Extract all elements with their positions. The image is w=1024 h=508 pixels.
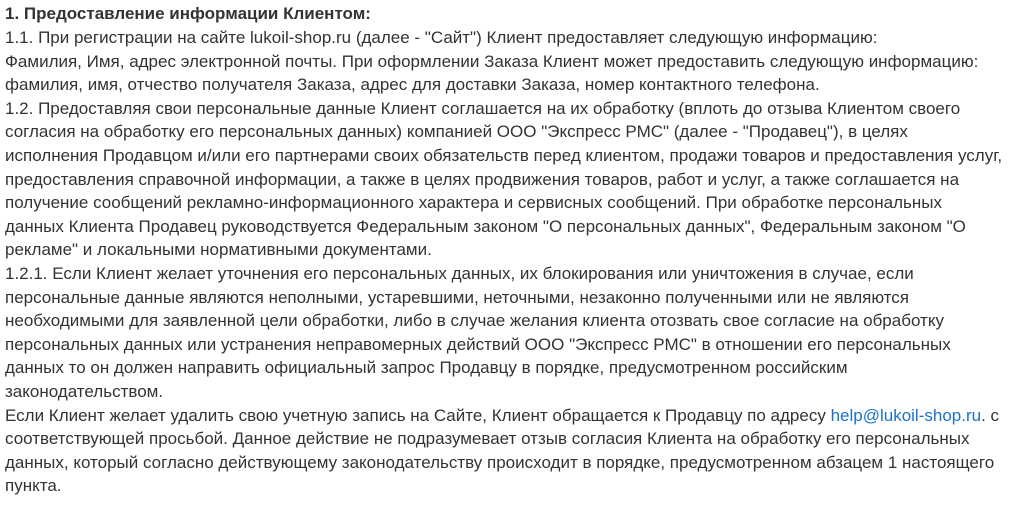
text-line: Фамилия, Имя, адрес электронной почты. При оформлении Заказа Клиент может предоставить следующую информацию: (5, 51, 979, 71)
text-line: данных то он должен направить официальный запрос Продавцу в порядке, предусмотренном российским (5, 358, 848, 378)
text-line: фамилия, имя, отчество получателя Заказа, адрес для доставки Заказа, номер контактного телефона. (5, 75, 820, 95)
text-line: исполнения Продавцом и/или его партнерами своих обязательств перед клиентом, продажи товаров и предоставления услуг, (5, 145, 1003, 165)
text-line: персональные данные являются неполными, устаревшими, неточными, незаконно полученными или не являются (5, 287, 910, 307)
text-line: данных, который согласно действующему законодательству происходит в порядке, предусмотренном абзацем 1 настоящего (5, 452, 995, 472)
contact-line (5, 404, 1024, 428)
support-email-link[interactable]: help@lukoil-shop.ru (830, 405, 982, 425)
text-line: согласия на обработку его персональных данных) компанией ООО "Экспресс РМС" (далее - "Продавец"), в целях (5, 122, 908, 142)
contact-text-after: . с (981, 405, 1000, 425)
text-line: данных Клиента Продавец руководствуется Федеральным законом "О персональных данных", Федеральным законом "О (5, 216, 966, 236)
text-line: 1.2. Предоставляя свои персональные данные Клиент соглашается на их обработку (вплоть до отзыва Клиентом своего (5, 98, 961, 118)
text-line: соответствующей просьбой. Данное действие не подразумевает отзыв согласия Клиента на обработку его персональных (5, 429, 970, 449)
text-line: необходимыми для заявленной цели обработки, либо в случае желания клиента отозвать свое согласие на обработку (5, 311, 944, 331)
contact-text-before: Если Клиент желает удалить свою учетную запись на Сайте, Клиент обращается к Продавцу по адресу (5, 405, 831, 425)
text-line: 1.1. При регистрации на сайте lukoil-shop.ru (далее - "Сайт") Клиент предоставляет следующую информацию: (5, 28, 878, 47)
text-line: получение сообщений рекламно-информационного характера и сервисных сообщений. При обработке персональных (5, 193, 942, 213)
text-line: законодательством. (5, 381, 164, 401)
text-line: предоставления справочной информации, а также в целях продвижения товаров, работ и услуг, а также соглашается на (5, 169, 960, 189)
text-line: 1.2.1. Если Клиент желает уточнения его персональных данных, их блокирования или уничтожения в случае, если (5, 263, 914, 283)
text-line: пункта. (5, 476, 62, 496)
text-line: персональных данных или устранения неправомерных действий ООО "Экспресс РМС" в отношении его персональных (5, 334, 951, 354)
text-line: рекламе" и локальными нормативными документами. (5, 240, 432, 260)
section-heading: 1. Предоставление информации Клиентом: (5, 4, 371, 23)
